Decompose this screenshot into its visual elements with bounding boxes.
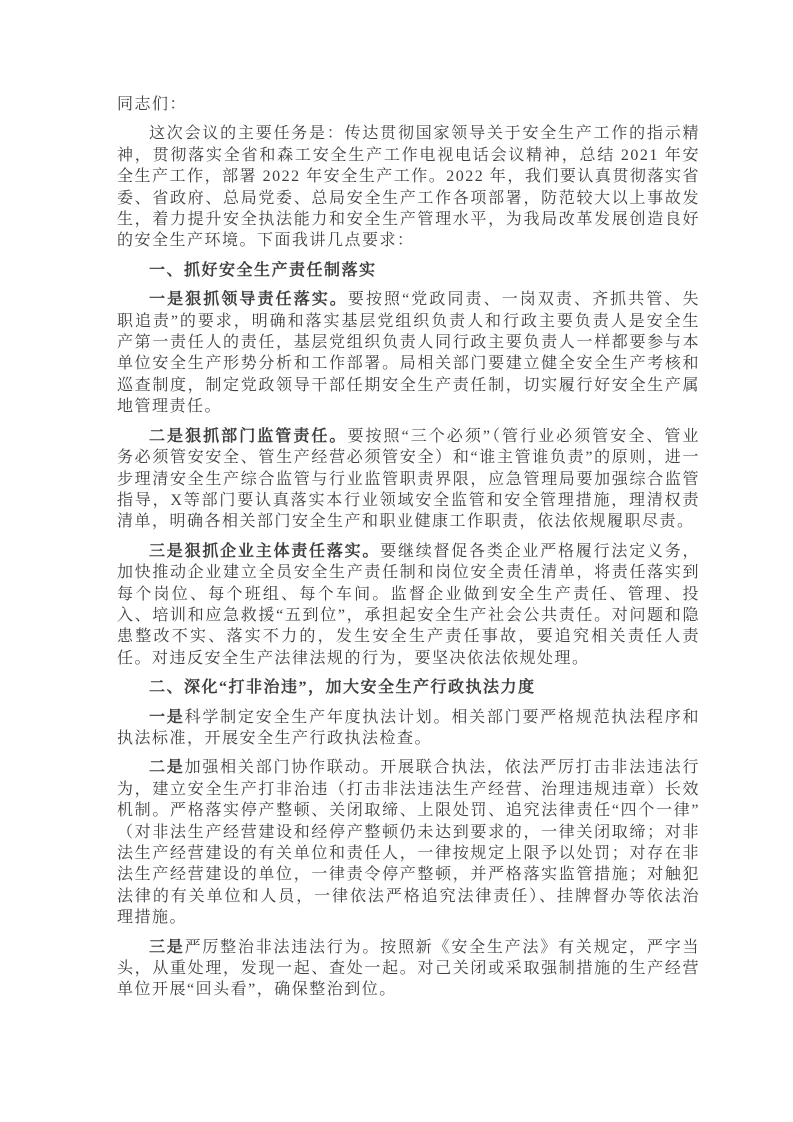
section-1-item-1-lead: 一是狠抓领导责任落实。: [149, 291, 348, 309]
section-2-item-2-lead: 二是: [149, 759, 185, 777]
section-2-item-2-text: 加强相关部门协作联动。开展联合执法，依法严厉打击非法违法行为，建立安全生产打非治违（打击非法违法生产经营、治理违规违章）长效机制。严格落实停产整顿、关闭取缔、上限处罚、追究法律责任“四个一律”（对非法生产经营建设和经停产整顿仍未达到要求的，一律关闭取缔；对非法生产经营建设的有关单位和责任人，一律按规定上限予以处罚；对存在非法生产经营建设的单位，一律责令停产整顿，并严格落实监管措施；对触犯法律的有关单位和人员，一律依法严格追究法律责任）、挂牌督办等依法治理措施。: [117, 759, 700, 927]
section-2-heading: [117, 677, 700, 698]
section-1-heading: [117, 260, 700, 281]
document-body: [117, 94, 700, 1001]
section-1-item-2-text: 要按照“三个必须”（管行业必须管安全、管业务必须管安安全、管生产经营必须管安全）和“谁主管谁负责”的原则，进一步理清安全生产综合监管与行业监管职责界限，应急管理局要加强综合监管指导，X等部门要认真落实本行业领域安全监管和安全管理措施，理清权责清单，明确各相关部门安全生产和职业健康工作职责，依法依规履职尽责。: [117, 427, 700, 531]
section-1-item-2: [117, 426, 700, 533]
section-1-item-2-lead: 二是狠抓部门监管责任。: [149, 427, 348, 445]
section-1-item-3-text: 要继续督促各类企业严格履行法定义务，加快推动企业建立全员安全生产责任制和岗位安全责任清单，将责任落实到每个岗位、每个班组、每个车间。监督企业做到安全生产责任、管理、投入、培训和应急救援“五到位”，承担起安全生产社会公共责任。对问题和隐患整改不实、落实不力的，发生安全生产责任事故，要追究相关责任人责任。对违反安全生产法律法规的行为，要坚决依法依规处理。: [117, 542, 700, 667]
intro-text: 这次会议的主要任务是：传达贯彻国家领导关于安全生产工作的指示精神，贯彻落实全省和森工安全生产工作电视电话会议精神，总结 2021 年安全生产工作，部署 2022 年安全生产工作。2022 年，我们要认真贯彻落实省委、省政府、总局党委、总局安全生产工作各项部署，防范较大以上事故发生，着力提升安全执法能力和安全生产管理水平，为我局改革发展创造良好的安全生产环境。下面我讲几点要求：: [117, 125, 700, 250]
salutation-text: 同志们：: [117, 96, 188, 113]
salutation: [117, 94, 700, 115]
section-1-item-3-lead: 三是狠抓企业主体责任落实。: [149, 542, 381, 560]
section-2-item-3-lead: 三是: [149, 938, 185, 956]
section-2-item-1: [117, 707, 700, 750]
section-2-item-3-text: 严厉整治非法违法行为。按照新《安全生产法》有关规定，严字当头，从重处理，发现一起、查处一起。对己关闭或采取强制措施的生产经营单位开展“回头看”，确保整治到位。: [117, 938, 700, 999]
section-1-item-1-text: 要按照“党政同责、一岗双责、齐抓共管、失职追责”的要求，明确和落实基层党组织负责人和行政主要负责人是安全生产第一责任人的责任，基层党组织负责人同行政主要负责人一样都要参与本单位安全生产形势分析和工作部署。局相关部门要建立健全安全生产考核和巡查制度，制定党政领导干部任期安全生产责任制，切实履行好安全生产属地管理责任。: [117, 291, 700, 416]
section-2-item-2: [117, 757, 700, 928]
section-2-item-3: [117, 937, 700, 1001]
section-2-item-1-text: 科学制定安全生产年度执法计划。相关部门要严格规范执法程序和执法标准，开展安全生产行政执法检查。: [117, 708, 700, 747]
section-2-item-1-lead: 一是: [149, 708, 185, 726]
intro-paragraph: [117, 123, 700, 251]
section-1-item-3: [117, 541, 700, 669]
section-1-item-1: [117, 289, 700, 417]
section-1-heading-text: 一、抓好安全生产责任制落实: [149, 261, 377, 279]
section-2-heading-text: 二、深化“打非治违”，加大安全生产行政执法力度: [149, 679, 536, 697]
